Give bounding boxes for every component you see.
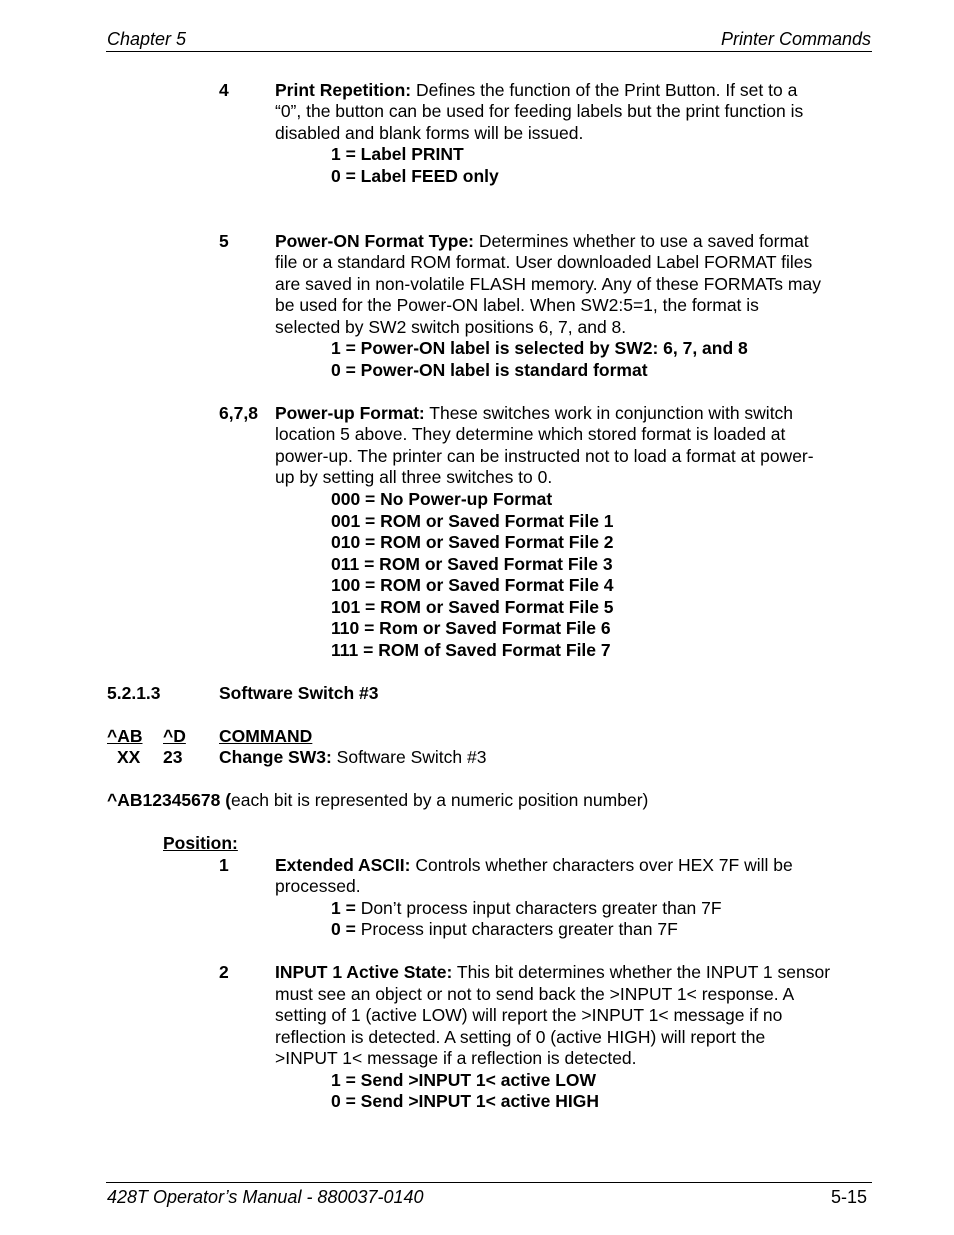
- option-line: 110 = Rom or Saved Format File 6: [331, 618, 611, 638]
- option-line: 1 = Power-ON label is selected by SW2: 6, 7, and 8: [331, 338, 748, 358]
- table-header-ab: ^AB: [107, 726, 143, 746]
- option-line: 1 = Don’t process input characters greater than 7F: [331, 898, 722, 918]
- option-line: 000 = No Power-up Format: [331, 489, 553, 509]
- table-cell-ab: XX: [117, 747, 141, 767]
- option-line: 0 = Power-ON label is standard format: [331, 360, 648, 380]
- item-number: 5: [219, 231, 229, 251]
- command-desc: Software Switch #3: [331, 747, 487, 767]
- item-number: 6,7,8: [219, 403, 258, 423]
- position-label: Position:: [163, 833, 238, 853]
- option-line: 0 = Send >INPUT 1< active HIGH: [331, 1091, 599, 1111]
- item-line: setting of 1 (active LOW) will report the >INPUT 1< message if no: [275, 1005, 783, 1025]
- item-number: 2: [219, 962, 229, 982]
- option-line: 010 = ROM or Saved Format File 2: [331, 532, 614, 552]
- table-header-d: ^D: [163, 726, 186, 746]
- item-number: 1: [219, 855, 229, 875]
- option-line: 100 = ROM or Saved Format File 4: [331, 575, 614, 595]
- header-section: Printer Commands: [720, 29, 871, 49]
- item-line: Power-up Format: These switches work in conjunction with switch: [275, 403, 794, 423]
- item-line: Power-ON Format Type: Determines whether to use a saved format: [275, 231, 809, 251]
- item-line: Print Repetition: Defines the function of the Print Button. If set to a: [275, 80, 798, 100]
- item-line: up by setting all three switches to 0.: [275, 467, 553, 487]
- item-title: Power-up Format:: [275, 403, 425, 423]
- item-line: file or a standard ROM format. User downloaded Label FORMAT files: [275, 252, 813, 272]
- table-cell-command: [219, 747, 486, 768]
- header-rule: [106, 51, 872, 52]
- page-number: 5-15: [830, 1187, 867, 1207]
- footer-rule: [106, 1182, 872, 1183]
- item-line: be used for the Power-ON label. When SW2:5=1, the format is: [275, 295, 759, 315]
- item-line: processed.: [275, 876, 361, 896]
- section-number: 5.2.1.3: [107, 683, 161, 703]
- syntax-desc: each bit is represented by a numeric position number): [231, 790, 649, 810]
- item-title: Extended ASCII:: [275, 855, 411, 875]
- item-line: INPUT 1 Active State: This bit determines whether the INPUT 1 sensor: [275, 962, 831, 982]
- option-line: 0 = Process input characters greater than 7F: [331, 919, 678, 939]
- option-line: 0 = Label FEED only: [331, 166, 499, 186]
- item-line: selected by SW2 switch positions 6, 7, and 8.: [275, 317, 627, 337]
- option-line: 1 = Send >INPUT 1< active LOW: [331, 1070, 597, 1090]
- footer-manual: 428T Operator’s Manual - 880037-0140: [107, 1187, 424, 1207]
- item-line: power-up. The printer can be instructed not to load a format at power-: [275, 446, 814, 466]
- item-line: reflection is detected. A setting of 0 (active HIGH) will report the: [275, 1027, 766, 1047]
- syntax-code: ^AB12345678 (: [107, 790, 232, 810]
- table-header-command: COMMAND: [219, 726, 313, 746]
- option-line: 101 = ROM or Saved Format File 5: [331, 597, 614, 617]
- item-title: Print Repetition:: [275, 80, 412, 100]
- item-line: “0”, the button can be used for feeding labels but the print function is: [275, 101, 804, 121]
- header-chapter: Chapter 5: [107, 29, 187, 49]
- option-line: 011 = ROM or Saved Format File 3: [331, 554, 613, 574]
- table-cell-d: 23: [163, 747, 183, 767]
- item-title: Power-ON Format Type:: [275, 231, 475, 251]
- item-line: must see an object or not to send back the >INPUT 1< response. A: [275, 984, 795, 1004]
- option-line: 001 = ROM or Saved Format File 1: [331, 511, 614, 531]
- item-number: 4: [219, 80, 229, 100]
- item-line: Extended ASCII: Controls whether characters over HEX 7F will be: [275, 855, 793, 875]
- command-name: Change SW3:: [219, 747, 332, 767]
- syntax-line: [107, 790, 648, 811]
- option-line: 111 = ROM of Saved Format File 7: [331, 640, 611, 660]
- item-line: disabled and blank forms will be issued.: [275, 123, 584, 143]
- section-title: Software Switch #3: [219, 683, 379, 703]
- item-line: >INPUT 1< message if a reflection is detected.: [275, 1048, 637, 1068]
- option-line: 1 = Label PRINT: [331, 144, 464, 164]
- item-title: INPUT 1 Active State:: [275, 962, 453, 982]
- item-line: are saved in non-volatile FLASH memory. Any of these FORMATs may: [275, 274, 821, 294]
- item-line: location 5 above. They determine which stored format is loaded at: [275, 424, 786, 444]
